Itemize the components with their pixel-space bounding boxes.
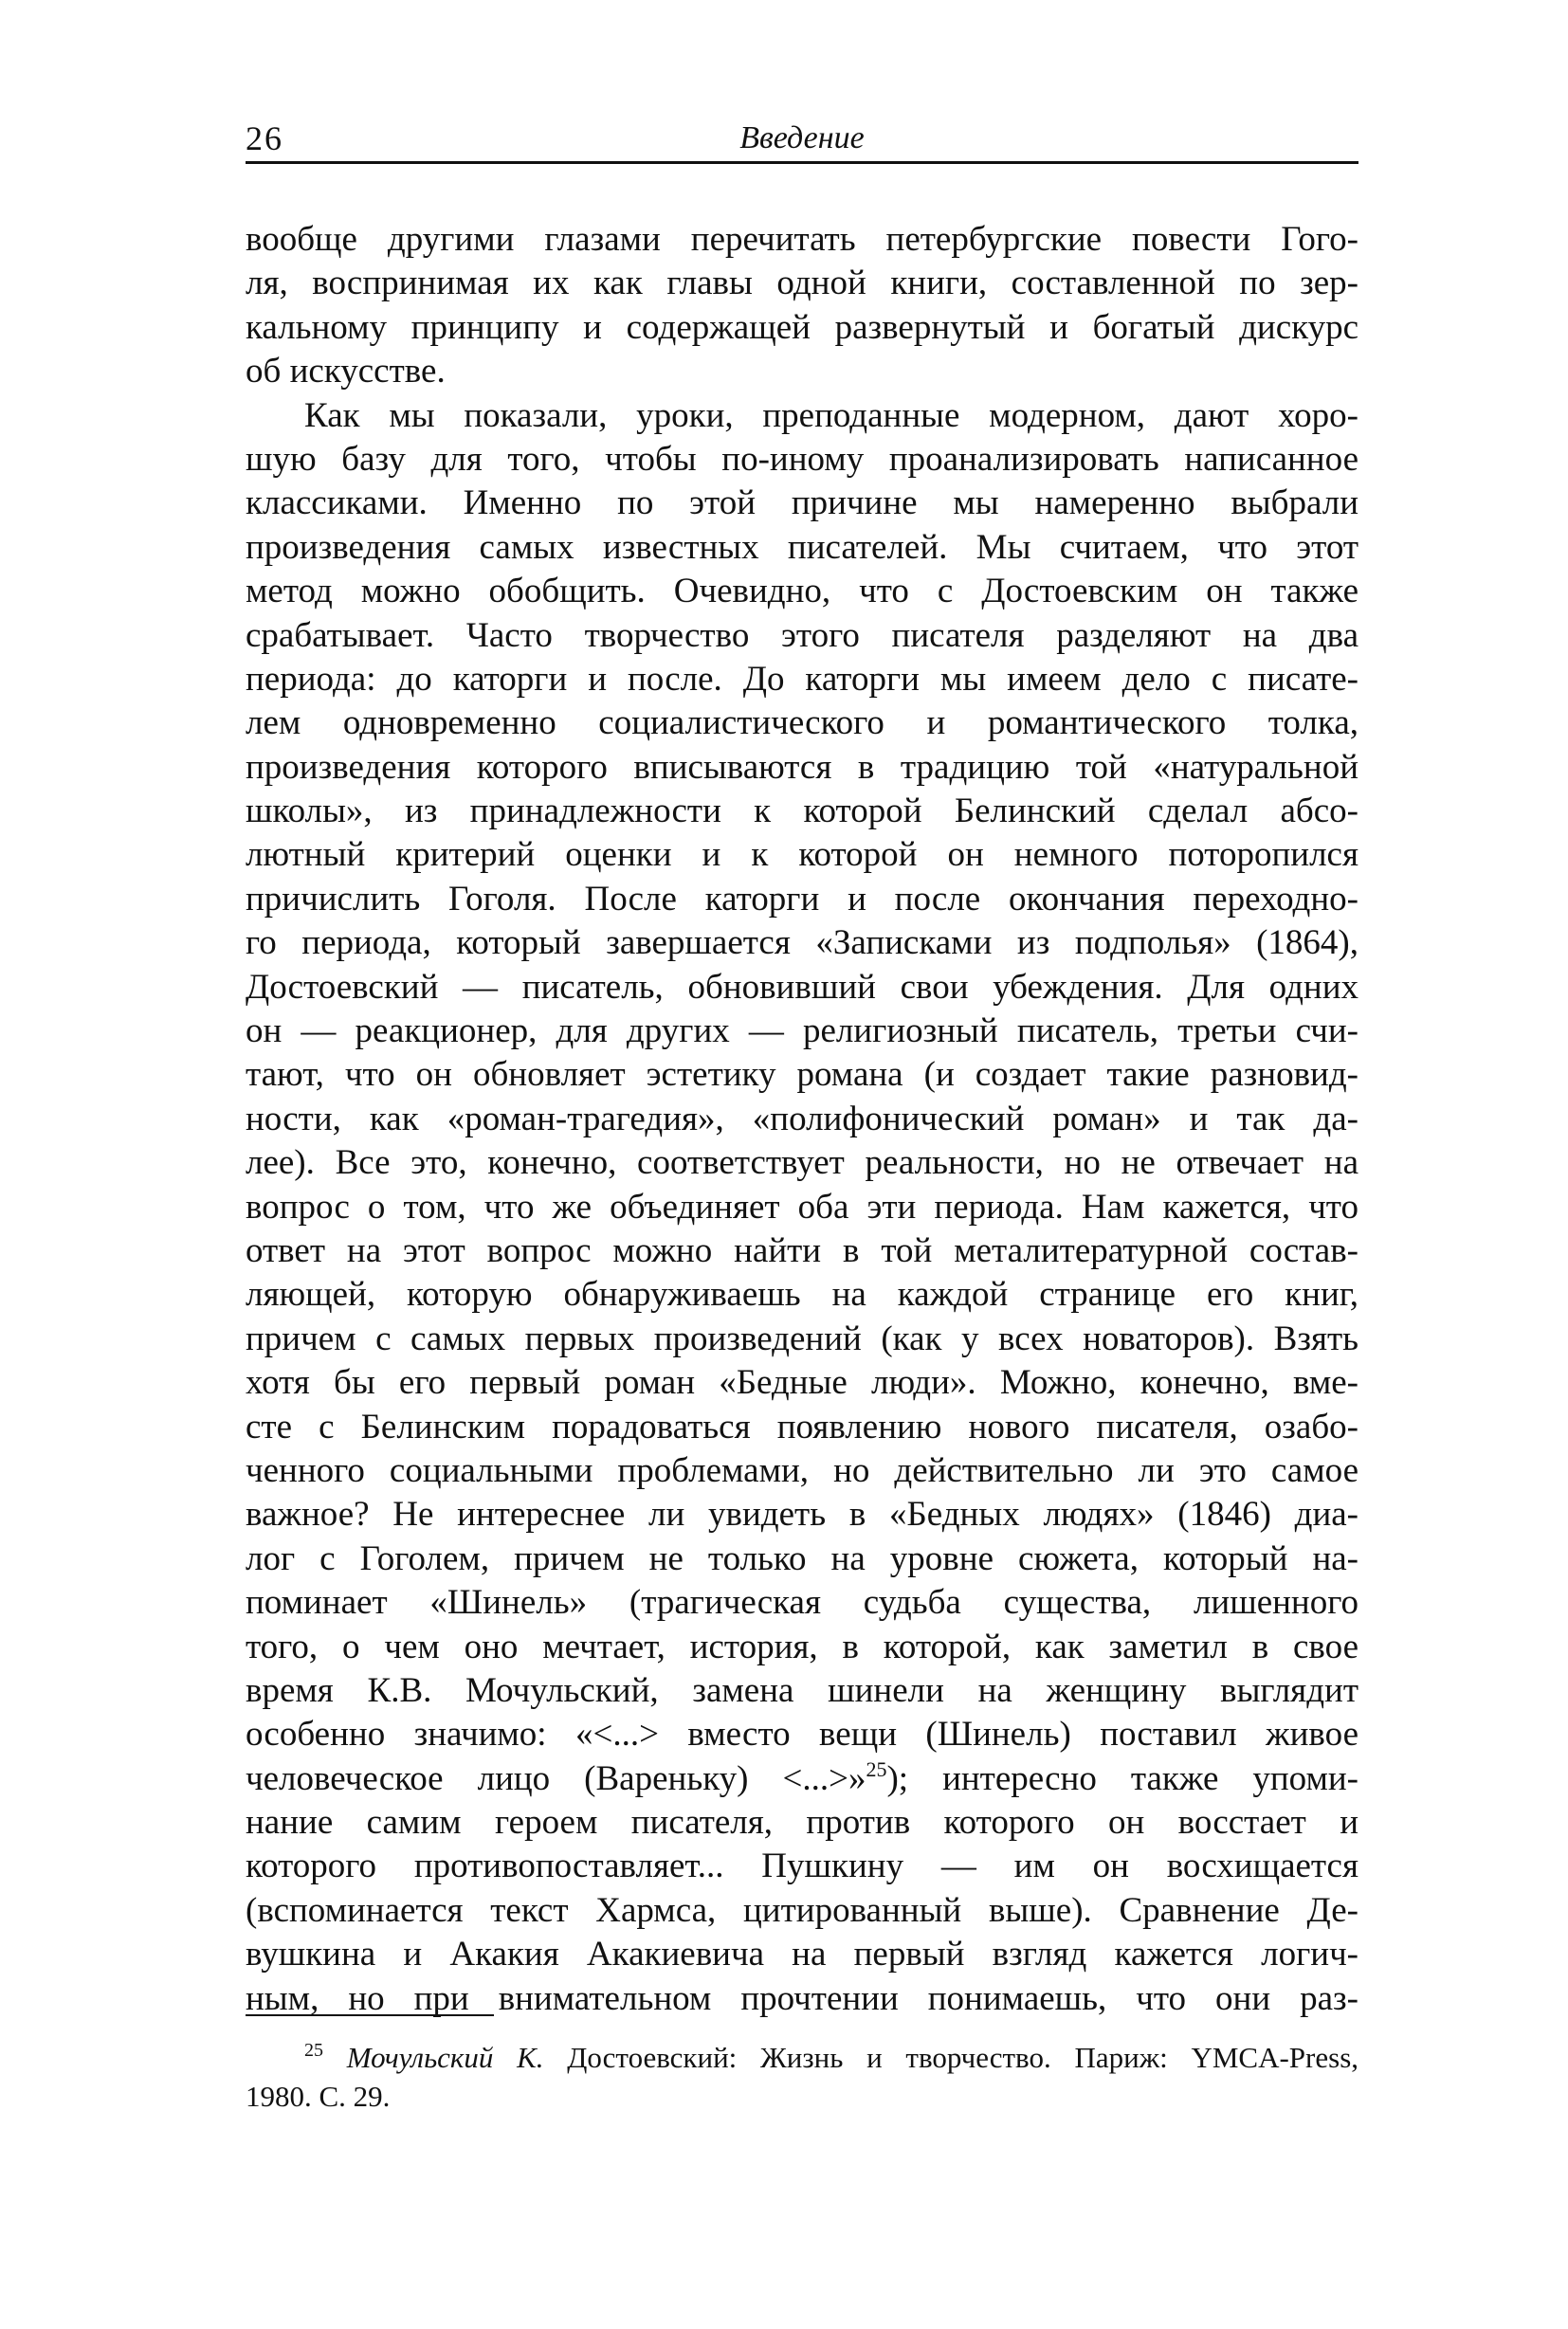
text-line: периода: до каторги и после. До каторги мы имеем дело с писате- [246, 659, 1358, 699]
text-line: особенно значимо: «<...> вместо вещи (Шинель) поставил живое [246, 1715, 1358, 1755]
text-line: вопрос о том, что же объединяет оба эти периода. Нам кажется, что [246, 1187, 1358, 1227]
text-line: го периода, который завершается «Записками из подполья» (1864), [246, 923, 1358, 963]
text-line: лог с Гоголем, причем не только на уровне сюжета, который на- [246, 1538, 1358, 1578]
text-line: произведения которого вписываются в традицию той «натуральной [246, 747, 1358, 787]
text-line: кальному принципу и содержащей развернутый и богатый дискурс [246, 307, 1358, 347]
text-line: Достоевский — писатель, обновивший свои убеждения. Для одних [246, 967, 1358, 1007]
text-line: нание самим героем писателя, против которого он восстает и [246, 1803, 1358, 1843]
text-line: он — реакционер, для других — религиозный писатель, третьи счи- [246, 1011, 1358, 1051]
footnote-line [246, 2038, 1358, 2077]
footnote-number: 25 [304, 2040, 323, 2061]
text-line: ляющей, которую обнаруживаешь на каждой странице его книг, [246, 1275, 1358, 1315]
text-line: ченного социальными проблемами, но действительно ли это самое [246, 1450, 1358, 1490]
text-line: классиками. Именно по этой причине мы намеренно выбрали [246, 483, 1358, 523]
text-segment: человеческое лицо (Вареньку) <...>» [246, 1758, 866, 1798]
text-line: ности, как «роман-трагедия», «полифонический роман» и так да- [246, 1099, 1358, 1138]
text-line: важное? Не интереснее ли увидеть в «Бедных людях» (1846) диа- [246, 1495, 1358, 1535]
text-line: шую базу для того, чтобы по-иному проанализировать написанное [246, 439, 1358, 479]
text-line: вообще другими глазами перечитать петербургские повести Гого- [246, 220, 1358, 259]
footnotes [246, 2038, 1358, 2116]
text-line: сте с Белинским порадоваться появлению нового писателя, озабо- [246, 1407, 1358, 1447]
text-segment: ); интересно также упоми- [886, 1758, 1358, 1798]
text-line: которого противопоставляет... Пушкину — им он восхищается [246, 1847, 1358, 1886]
text-line: срабатывает. Часто творчество этого писателя разделяют на два [246, 615, 1358, 655]
footnote-text: Достоевский: Жизнь и творчество. Париж: YMCA-Press, [543, 2041, 1358, 2074]
text-line: причем с самых первых произведений (как у всех новаторов). Взять [246, 1319, 1358, 1358]
page-number: 26 [246, 119, 283, 157]
text-line: ля, воспринимая их как главы одной книги, составленной по зер- [246, 264, 1358, 303]
text-line: школы», из принадлежности к которой Белинский сделал абсо- [246, 791, 1358, 831]
page-header [246, 116, 1358, 164]
footnote-author: Мочульский К. [346, 2041, 544, 2074]
text-line: ответ на этот вопрос можно найти в той металитературной состав- [246, 1230, 1358, 1270]
text-line: об искусстве. [246, 352, 446, 391]
text-line: (вспоминается текст Хармса, цитированный выше). Сравнение Де- [246, 1890, 1358, 1930]
running-title: Введение [739, 120, 865, 155]
text-line: лютный критерий оценки и к которой он немного поторопился [246, 835, 1358, 875]
text-line: произведения самых известных писателей. Мы считаем, что этот [246, 527, 1358, 567]
footnote-reference[interactable]: 25 [866, 1756, 887, 1781]
text-line: поминает «Шинель» (трагическая судьба существа, лишенного [246, 1583, 1358, 1623]
text-line: метод можно обобщить. Очевидно, что с Достоевским он также [246, 572, 1358, 611]
body-text [246, 218, 1358, 2021]
text-line: лее). Все это, конечно, соответствует реальности, но не отвечает на [246, 1143, 1358, 1183]
text-line: того, о чем оно мечтает, история, в которой, как заметил в свое [246, 1627, 1358, 1666]
text-line: хотя бы его первый роман «Бедные люди». Можно, конечно, вме- [246, 1363, 1358, 1403]
text-line: Как мы показали, уроки, преподанные модерном, дают хоро- [304, 395, 1358, 435]
text-line: время К.В. Мочульский, замена шинели на женщину выглядит [246, 1670, 1358, 1710]
text-line-with-footnote-ref [246, 1757, 1358, 1801]
text-line: лем одновременно социалистического и романтического толка, [246, 703, 1358, 743]
text-line: тают, что он обновляет эстетику романа (и создает такие разновид- [246, 1055, 1358, 1095]
text-line: вушкина и Акакия Акакиевича на первый взгляд кажется логич- [246, 1935, 1358, 1974]
footnote-separator [246, 2014, 494, 2016]
footnote-line: 1980. С. 29. [246, 2080, 391, 2113]
text-line: ным, но при внимательном прочтении понимаешь, что они раз- [246, 1978, 1358, 2018]
text-line: причислить Гоголя. После каторги и после окончания переходно- [246, 879, 1358, 919]
